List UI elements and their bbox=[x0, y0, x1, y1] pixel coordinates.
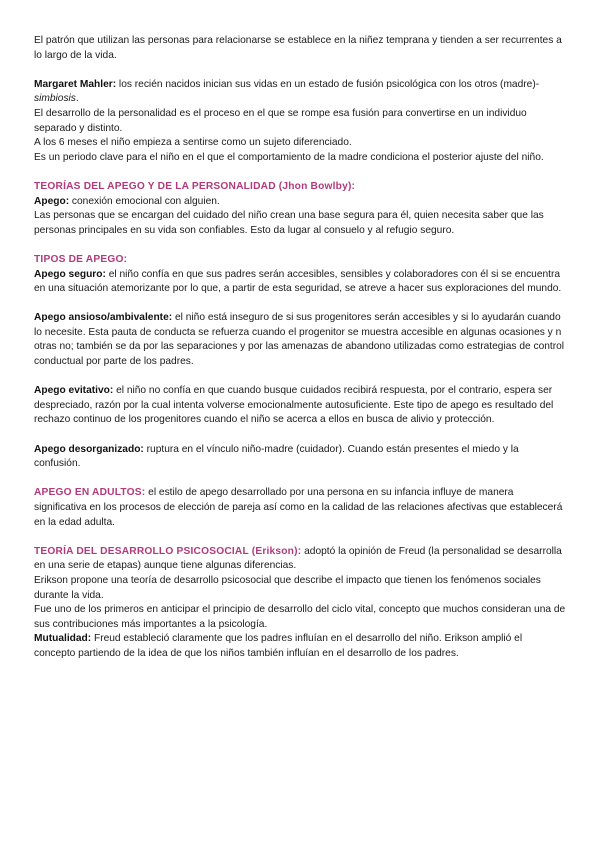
mahler-line-2: El desarrollo de la personalidad es el proceso en el que se rompe esa fusión para convertirse en un individuo separado y distinto. bbox=[34, 107, 527, 134]
apego-adultos-paragraph bbox=[34, 486, 566, 530]
erikson-text: adoptó la opinión de Freud (la personalidad se desarrolla en una serie de etapas) aunque tiene algunas diferencias. bbox=[34, 545, 562, 572]
apego-evitativo-text: el niño no confía en que cuando busque cuidados recibirá respuesta, por el contrario, espera ser despreciado, razón por la cual intenta volverse emocionalmente autosuficiente. Este tipo de apego es resultado del rechazo continuo de los progenitores cuando el niño se acerca a ellos en busca de alivio y protección. bbox=[34, 385, 554, 426]
mahler-paragraph bbox=[34, 78, 566, 107]
erikson-paragraph bbox=[34, 545, 566, 574]
apego-text: conexión emocional con alguien. bbox=[69, 195, 220, 207]
mahler-line-4: Es un periodo clave para el niño en el que el comportamiento de la madre condiciona el posterior ajuste del niño. bbox=[34, 151, 544, 163]
apego-desorganizado-label: Apego desorganizado: bbox=[34, 443, 144, 455]
mahler-italic: simbiosis bbox=[34, 93, 76, 105]
apego-ansioso-label: Apego ansioso/ambivalente: bbox=[34, 312, 173, 324]
apego-evitativo-paragraph bbox=[34, 384, 566, 428]
apego-evitativo-label: Apego evitativo: bbox=[34, 385, 114, 397]
apego-seguro-label: Apego seguro: bbox=[34, 268, 106, 280]
apego-definition bbox=[34, 195, 566, 210]
erikson-line-3: Fue uno de los primeros en anticipar el principio de desarrollo del ciclo vital, concepto que muchos consideran una de sus contribuciones más importantes a la psicología. bbox=[34, 604, 566, 630]
tipos-heading: TIPOS DE APEGO: bbox=[34, 253, 128, 265]
apego-adultos-heading: APEGO EN ADULTOS: bbox=[34, 487, 146, 499]
document-page bbox=[34, 34, 566, 662]
apego-theory-paragraph: Las personas que se encargan del cuidado del niño crean una base segura para él, quien necesita saber que las personas principales en su vida son confiables. Esto da lugar al consuelo y al refugio seguro. bbox=[34, 210, 544, 236]
apego-ansioso-paragraph bbox=[34, 311, 566, 369]
apego-seguro-paragraph bbox=[34, 268, 566, 297]
apego-label: Apego: bbox=[34, 195, 70, 207]
intro-paragraph: El patrón que utilizan las personas para relacionarse se establece en la niñez temprana y tienden a ser recurrentes a lo largo de la vida. bbox=[34, 35, 562, 61]
mahler-text-end: . bbox=[75, 93, 79, 105]
apego-desorganizado-text: ruptura en el vínculo niño-madre (cuidador). Cuando están presentes el miedo y la confusión. bbox=[34, 443, 519, 470]
apego-theory-heading: TEORÍAS DEL APEGO Y DE LA PERSONALIDAD (Jhon Bowlby): bbox=[34, 180, 356, 192]
mahler-line-3: A los 6 meses el niño empieza a sentirse como un sujeto diferenciado. bbox=[34, 137, 352, 149]
apego-seguro-text: el niño confía en que sus padres serán accesibles, sensibles y colaboradores con él si se encuentra en una situación atemorizante por lo que, a partir de esta seguridad, se atreve a hacer sus exploraciones del mundo. bbox=[34, 268, 562, 295]
erikson-heading: TEORÍA DEL DESARROLLO PSICOSOCIAL (Erikson): bbox=[34, 545, 302, 557]
mahler-label: Margaret Mahler: bbox=[34, 78, 117, 90]
mutualidad-label: Mutualidad: bbox=[34, 633, 92, 645]
apego-desorganizado-paragraph bbox=[34, 443, 566, 472]
apego-adultos-text: el estilo de apego desarrollado por una persona en su infancia influye de manera significativa en los procesos de elección de pareja así como en la calidad de las relaciones afectivas que establecerá en la edad adulta. bbox=[34, 487, 563, 528]
mahler-text: los recién nacidos inician sus vidas en un estado de fusión psicológica con los otros (madre)- bbox=[116, 78, 540, 90]
erikson-line-2: Erikson propone una teoría de desarrollo psicosocial que describe el impacto que tienen los fenómenos sociales durante la vida. bbox=[34, 574, 541, 601]
apego-ansioso-text: el niño está inseguro de si sus progenitores serán accesibles y si lo ayudarán cuando lo necesite. Esta pauta de conducta se refuerza cuando el progenitor se muestra accesible en algunas ocasiones y n otras no; también se da por las separaciones y por las amenazas de abandono utilizadas como estrategias de control conductual por parte de los padres. bbox=[34, 312, 565, 368]
mutualidad-paragraph bbox=[34, 632, 566, 661]
mutualidad-text: Freud estableció claramente que los padres influían en el desarrollo del niño. Erikson amplió el concepto partiendo de la idea de que los niños también influían en el desarrollo de los padres. bbox=[34, 633, 523, 659]
